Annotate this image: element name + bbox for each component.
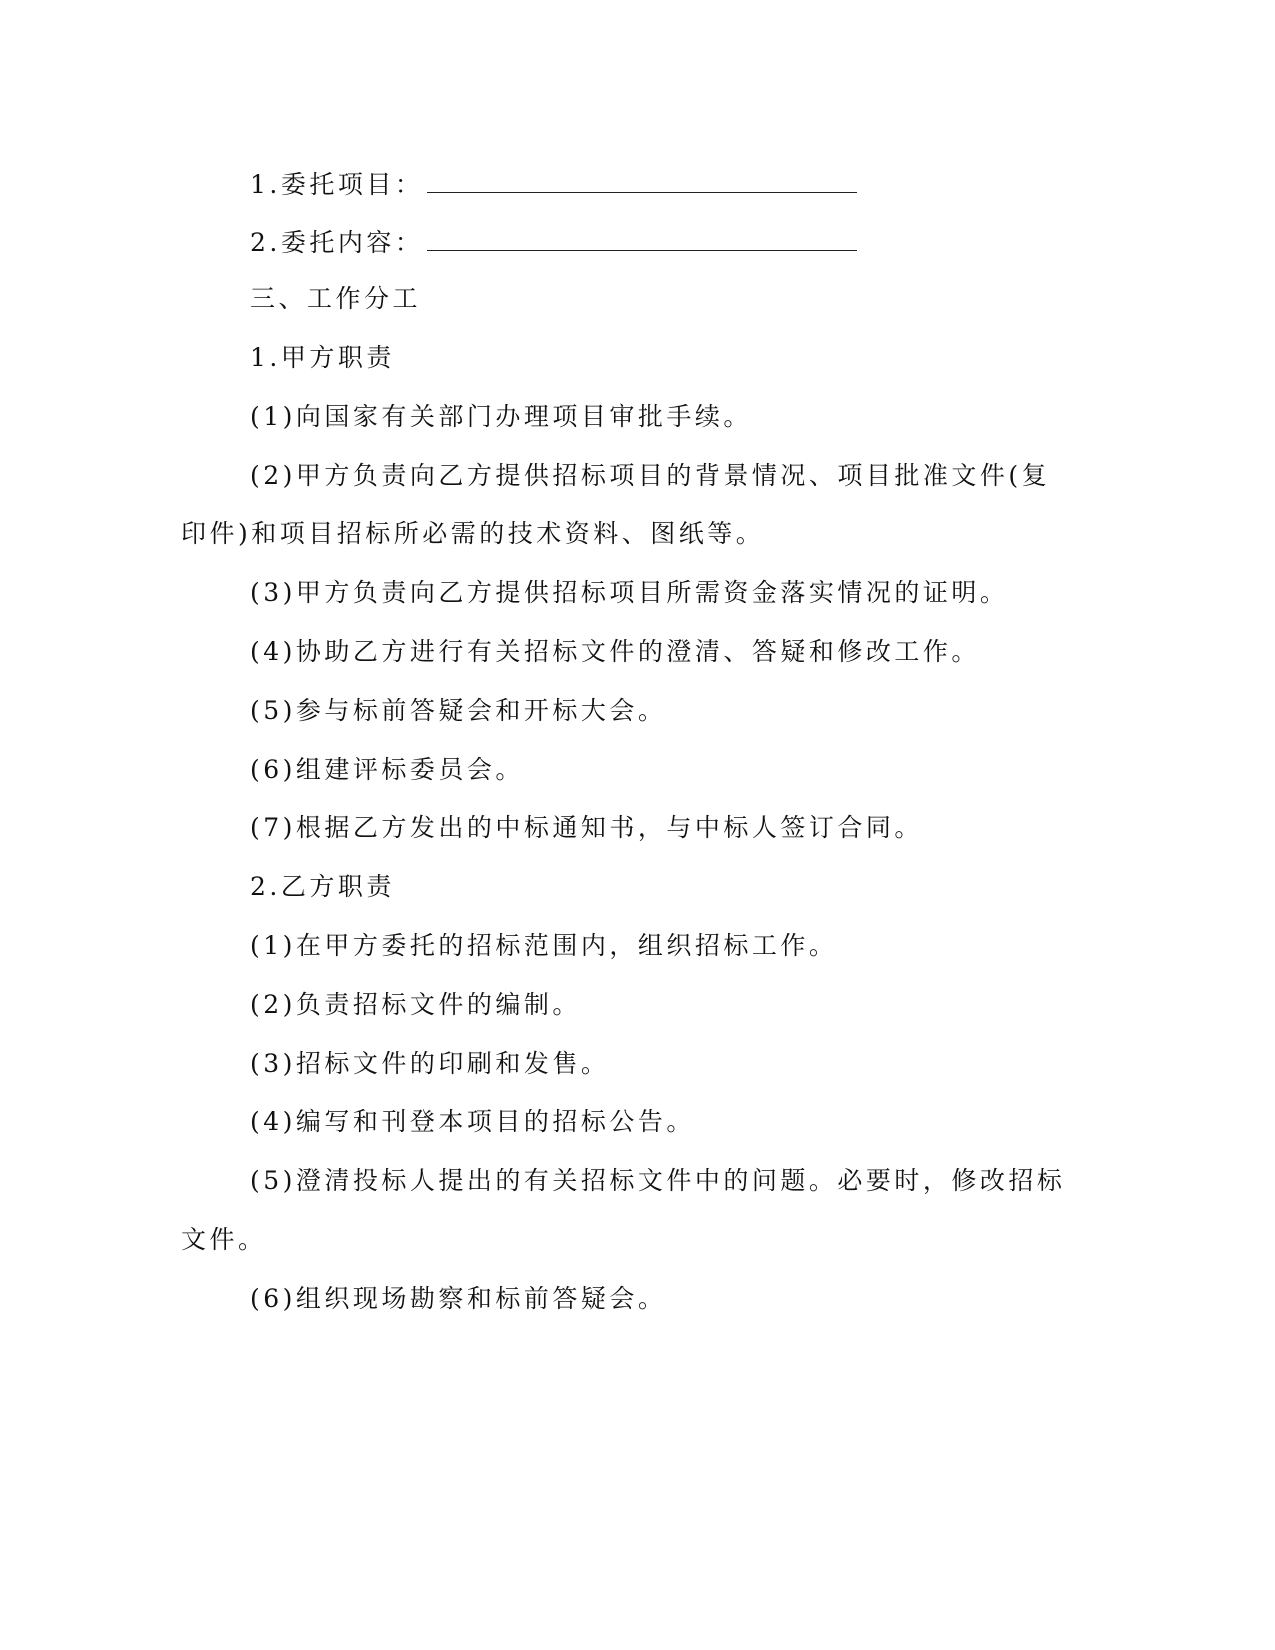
paragraph-party-b-5-cont: 文件。	[181, 1225, 267, 1254]
paragraph-party-a-6: (6)组建评标委员会。	[250, 755, 524, 784]
delegated-project-line	[250, 168, 857, 200]
paragraph-party-a-5: (5)参与标前答疑会和开标大会。	[250, 696, 667, 725]
paragraph-party-b-1: (1)在甲方委托的招标范围内，组织招标工作。	[250, 931, 838, 960]
delegated-project-blank	[427, 168, 857, 193]
paragraph-party-b-5: (5)澄清投标人提出的有关招标文件中的问题。必要时，修改招标	[250, 1166, 1066, 1195]
delegated-content-line	[250, 226, 857, 258]
delegated-content-label: 2.委托内容：	[250, 228, 424, 257]
paragraph-party-a-2-cont: 印件)和项目招标所必需的技术资料、图纸等。	[181, 519, 765, 548]
delegated-project-label: 1.委托项目：	[250, 170, 424, 199]
paragraph-party-b-2: (2)负责招标文件的编制。	[250, 990, 581, 1019]
delegated-content-blank	[427, 226, 857, 251]
paragraph-party-a-1: (1)向国家有关部门办理项目审批手续。	[250, 402, 752, 431]
paragraph-party-b-6: (6)组织现场勘察和标前答疑会。	[250, 1284, 667, 1313]
paragraph-party-b-4: (4)编写和刊登本项目的招标公告。	[250, 1107, 695, 1136]
paragraph-party-a-2: (2)甲方负责向乙方提供招标项目的背景情况、项目批准文件(复	[250, 461, 1051, 490]
section-heading: 三、工作分工	[250, 284, 422, 313]
paragraph-party-a-3: (3)甲方负责向乙方提供招标项目所需资金落实情况的证明。	[250, 578, 1009, 607]
subsection-heading-party-b: 2.乙方职责	[250, 872, 395, 901]
paragraph-party-a-7: (7)根据乙方发出的中标通知书，与中标人签订合同。	[250, 813, 923, 842]
subsection-heading-party-a: 1.甲方职责	[250, 343, 395, 372]
paragraph-party-b-3: (3)招标文件的印刷和发售。	[250, 1049, 610, 1078]
paragraph-party-a-4: (4)协助乙方进行有关招标文件的澄清、答疑和修改工作。	[250, 637, 980, 666]
